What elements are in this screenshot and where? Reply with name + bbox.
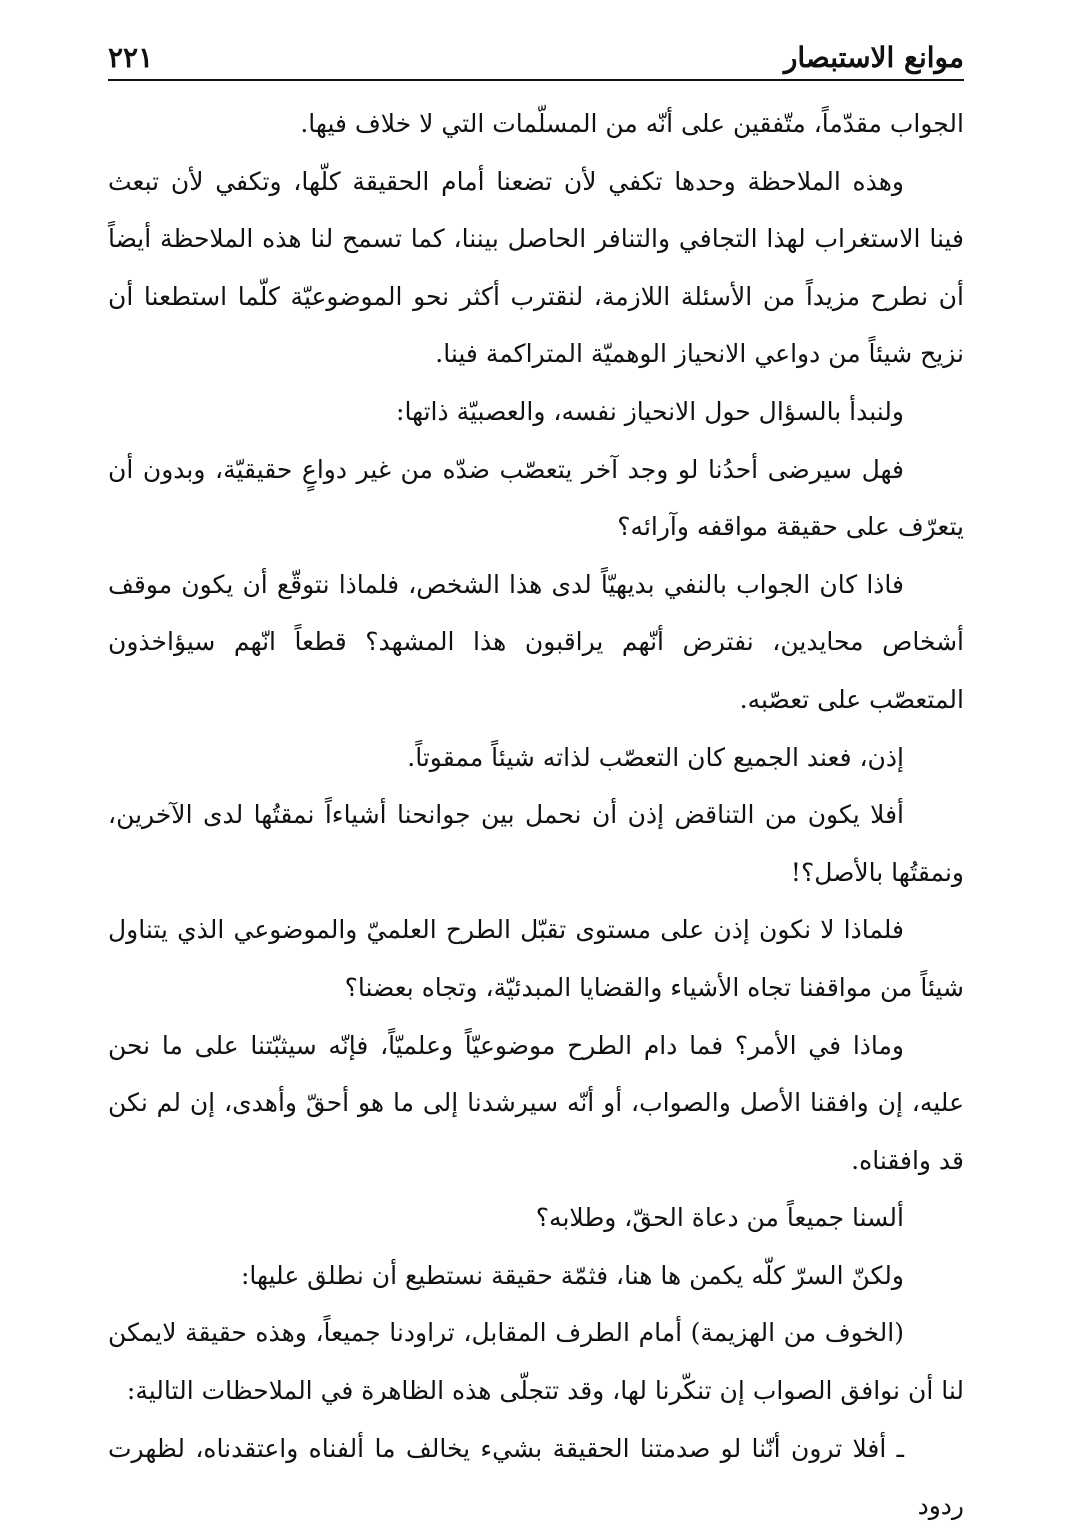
paragraph-3: ولنبدأ بالسؤال حول الانحياز نفسه، والعصبيّة ذاتها: <box>396 396 904 426</box>
paragraph-2: وهذه الملاحظة وحدها تكفي لأن تضعنا أمام الحقيقة كلّها، وتكفي لأن تبعث فينا الاستغراب لهذا التجافي والتنافر الحاصل بيننا، كما تسمح لنا هذه الملاحظة أيضاً أن نطرح مزيداً من الأسئلة اللازمة، لنقترب أكثر نحو الموضوعيّة كلّما استطعنا أن نزيح شيئاً من دواعي الانحياز الوهميّة المتراكمة فينا. <box>108 166 964 369</box>
running-head <box>108 38 964 78</box>
paragraph-6: إذن، فعند الجميع كان التعصّب لذاته شيئاً ممقوتاً. <box>407 742 904 772</box>
running-head-title: موانع الاستبصار <box>783 41 964 74</box>
paragraph-11: ولكنّ السرّ كلّه يكمن ها هنا، فثمّة حقيقة نستطيع أن نطلق عليها: <box>240 1260 904 1290</box>
page-number: ٢٢١ <box>108 41 154 74</box>
paragraph-7: أفلا يكون من التناقض إذن أن نحمل بين جوانحنا أشياءاً نمقتُها لدى الآخرين، ونمقتُها بالأصل؟! <box>108 800 964 887</box>
paragraph-10: ألسنا جميعاً من دعاة الحقّ، وطلابه؟ <box>535 1203 904 1233</box>
paragraph-8: فلماذا لا نكون إذن على مستوى تقبّل الطرح العلميّ والموضوعي الذي يتناول شيئاً من مواقفنا تجاه الأشياء والقضايا المبدئيّة، وتجاه بعضنا؟ <box>108 915 964 1002</box>
paragraph-9: وماذا في الأمر؟ فما دام الطرح موضوعيّاً وعلميّاً، فإنّه سيثبّتنا على ما نحن عليه، إن وافقنا الأصل والصواب، أو أنّه سيرشدنا إلى ما هو أحقّ وأهدى، إن لم نكن قد وافقناه. <box>108 1030 964 1175</box>
header-rule <box>108 79 964 81</box>
paragraph-1: الجواب مقدّماً، متّفقين على أنّه من المسلّمات التي لا خلاف فيها. <box>300 109 964 138</box>
paragraph-13: ـ أفلا ترون أنّنا لو صدمتنا الحقيقة بشيء يخالف ما ألفناه واعتقدناه، لظهرت ردود <box>108 1433 964 1521</box>
paragraph-5: فاذا كان الجواب بالنفي بديهيّاً لدى هذا الشخص، فلماذا نتوقّع أن يكون موقف أشخاص محايدين، نفترض أنّهم يراقبون هذا المشهد؟ قطعاً انّهم سيؤاخذون المتعصّب على تعصّبه. <box>108 569 964 714</box>
body-text <box>108 95 964 1535</box>
paragraph-4: فهل سيرضى أحدُنا لو وجد آخر يتعصّب ضدّه من غير دواعٍ حقيقيّة، وبدون أن يتعرّف على حقيقة مواقفه وآرائه؟ <box>108 454 964 542</box>
paragraph-12: (الخوف من الهزيمة) أمام الطرف المقابل، تراودنا جميعاً، وهذه حقيقة لايمكن لنا أن نوافق الصواب إن تنكّرنا لها، وقد تتجلّى هذه الظاهرة في الملاحظات التالية: <box>108 1318 964 1406</box>
